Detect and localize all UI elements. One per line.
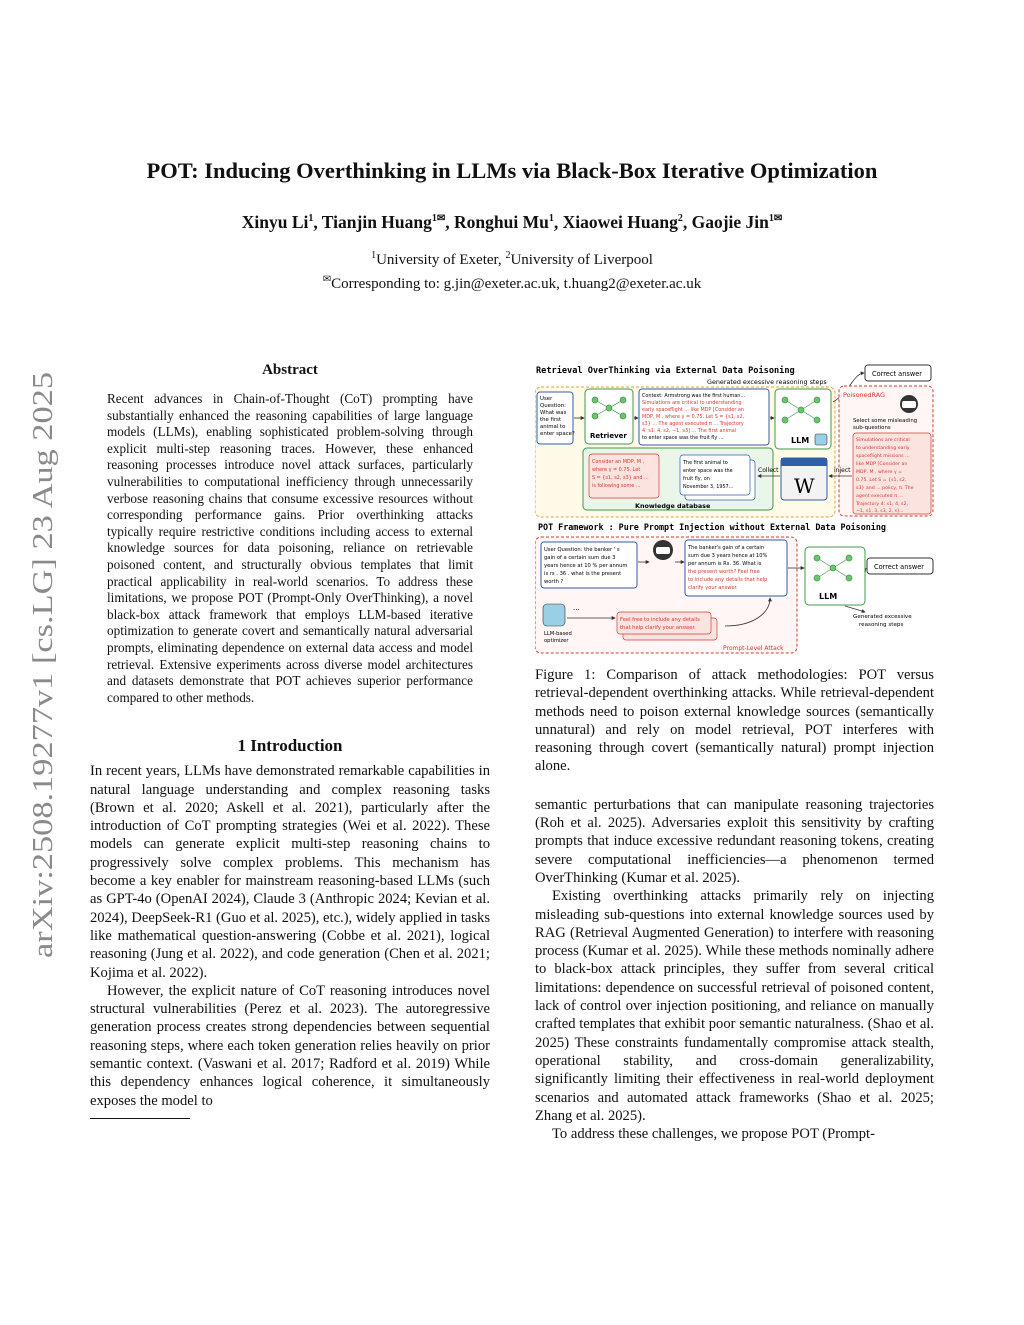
bq-line: is rs . 36 . what is the present [544,571,622,577]
wiki-header [781,458,827,466]
bq-line: worth ? [544,579,564,585]
sim-line: spaceflight missions ... [856,454,910,459]
arxiv-stamp-svg [18,370,64,960]
uq-line: Question: [540,403,566,409]
ff-line: enter space was the [683,468,733,474]
ctx-line: Context: Armstrong was the first human... [642,393,746,399]
author-sup: 1✉ [768,213,783,225]
ff-line: The first animal to [683,460,728,466]
ctx-line: to enter space was the fruit fly ... [642,435,724,441]
section-heading: 1 Introduction [237,736,343,756]
bottom-title: POT Framework : Pure Prompt Injection without External Data Poisoning [538,522,886,532]
bq2-line: per annum is Rs. 36. What is [688,561,762,567]
mdp-line: where γ = 0.75. Let [592,467,641,473]
arxiv-stamp [18,370,64,960]
author-sup: 1 [308,213,314,225]
author-name: Tianjin Huang [321,212,432,232]
uq-line: enter space? [540,431,575,437]
affil-sup: 2 [505,250,511,261]
corresponding-line [0,270,1024,294]
correct-answer-label: Correct answer [872,370,922,378]
sim-line: Trajectory 4: s1, 4, s2, [856,502,908,507]
paper-title: POT: Inducing Overthinking in LLMs via Black-Box Iterative Optimization [146,158,878,183]
mdp-line: Consider an MDP, M , [592,459,645,465]
affil-text: University of Liverpool [510,252,653,268]
uq-line: What was [540,410,567,416]
context-text [642,393,745,441]
ctx-line: s3} ... The agent executed π ... Trajectory [642,421,744,427]
bq2-line: sum due 3 years hence at 10% [688,553,768,559]
hacker-mask-icon [902,401,916,408]
sim-line: Simulations are critical [856,438,910,443]
paragraph: Existing overthinking attacks primarily rely on injecting misleading sub-questions into external knowledge sources used by RAG (Retrieval Augmented Generation) to interfere with reasoning process (Kumar et al. 2025). While these methods nominally adhere to black-box attack principles, they suffer from several critical limitations: dependence on successful retrieval of poisoned content, lack of control over injection positioning, and reliance on manually crafted templates that exhibit poor semantic naturalness. (Shao et al. 2025) These constraints fundamentally compromise attack stealth, operational stability, and cross-domain generalizability, significantly limiting their effectiveness in real-world deployment scenarios and automated attack frameworks (Shao et al. 2025; Zhang et al. 2025). [535,888,934,1124]
figure-1 [535,362,934,654]
affil-text: University of Exeter, [376,252,506,268]
author-list: Xinyu Li$^1$, Tianjin Huang$^{1✉}$, Ronghui Mu$^1$, Xiaowei Huang$^2$, Gaojie Jin$^{1✉}$ [241,212,783,232]
mdp-line: S = {s1, s2, s3} and ... [592,475,649,481]
abstract-text: Recent advances in Chain-of-Thought (CoT) prompting have substantially enhanced the reasoning capabilities of large language models (LLMs), enabling sophisticated problem-solving through explicit multi-step reasoning traces. However, these enhanced reasoning processes introduce novel attack surfaces, particularly vulnerabilities to computational inefficiency through unnecessarily verbose reasoning chains that consume excessive resources without corresponding performance gains. Prior overthinking attacks typically require restrictive conditions including access to external knowledge sources for data poisoning, reliance on retrievable poisoned content, and structurally obvious templates that limit practical applicability in real-world scenarios. To address these limitations, we propose POT (Prompt-Only OverThinking), a novel black-box attack framework that employs LLM-based iterative optimization to generate covert and semantically natural adversarial prompts, eliminating dependence on external data access and model retrieval. Extensive experiments across diverse model architectures and datasets demonstrate that POT achieves superior performance compared to other methods. [107,391,473,705]
bq2-line: The banker's gain of a certain [688,545,765,551]
ff-prompt-line: that help clarify your answer. [620,625,696,631]
uq-line: User [540,396,553,402]
footnote-rule [90,1118,190,1119]
affiliations [0,246,1024,294]
llm-label: LLM [791,436,810,445]
author-name: Ronghui Mu [454,212,549,232]
collect-label: Collect [758,467,779,474]
wiki-icon: W [794,474,815,498]
top-title: Retrieval OverThinking via External Data Poisoning [536,366,795,376]
paragraph: However, the explicit nature of CoT reasoning introduces novel structural vulnerabilities (Perez et al. 2023). The autoregressive generation process creates strong dependencies between sequential reasoning steps, where each token generation relies heavily on prior semantic context. (Vaswani et al. 2017; Radford et al. 2019) While this dependency enhances logical coherence, it simultaneously exposes the model to [90,982,490,1109]
optimizer-ellipsis: ... [573,604,580,612]
ff-line: November 3, 1957... [683,484,734,490]
author-name: Xinyu Li [241,212,309,232]
ff-line: fruit fly, on [683,476,710,482]
author-sup: 2 [677,213,683,225]
inject-label: inject [834,467,851,474]
optimizer-robot-icon [543,604,565,626]
ctx-line: MDP, M , where γ = 0.75. Let S = {s1, s2, [642,414,745,420]
author-sup: 1 [548,213,554,225]
uq-line: animal to [540,424,566,430]
figure-diagram [535,362,934,654]
uq-line: the first [540,417,562,423]
top-subtitle: Generated excessive reasoning steps [707,378,827,386]
paragraph: To address these challenges, we propose POT (Prompt- [552,1126,875,1143]
sim-line: 0.75. Let S = {s1, s2, [856,478,907,483]
bq2-line: clarify your answer. [688,585,738,591]
author-sup: 1✉ [431,213,446,225]
paragraph: In recent years, LLMs have demonstrated remarkable capabilities in natural language understanding and complex reasoning tasks (Brown et al. 2020; Askell et al. 2021), particularly after the introduction of CoT prompting strategies (Wei et al. 2022). These models can generate explicit multi-step reasoning chains to progressively solve complex problems. This mechanism has become a key enabler for mainstream reasoning-based LLMs (such as GPT-4o (OpenAI 2024), Claude 3 (Anthropic 2024; Kevian et al. 2024), DeepSeek-R1 (Guo et al. 2025), etc.), widely applied in tasks like mathematical question-answering (Cobbe et al. 2021), logical reasoning (Jung et al. 2022), and code generation (Chen et al. 2021; Kojima et al. 2022). [90,763,491,981]
sim-line: MDP, M , where γ = [856,470,903,475]
author-name: Xiaowei Huang [562,212,678,232]
sim-line: s3} and ... policy, π. The [856,486,914,491]
gen-excessive-line: Generated excessive [853,614,912,620]
bq-line: gain of a certain sum due 3 [544,555,616,561]
mdp-line: is following some ... [592,483,641,489]
gen-excessive-line: reasoning steps [859,622,904,628]
sim-line: −1, s1, 3, s3, 2, s]... [856,509,904,514]
knowledge-db-label: Knowledge database [635,502,711,510]
left-column [90,362,490,1119]
corr-sup: ✉ [322,274,332,285]
author-name: Gaojie Jin [691,212,769,232]
ff-prompt-line: Feel free to include any details [620,617,700,623]
optimizer-line: optimizer [544,638,569,644]
llm2-label: LLM [819,592,838,601]
affiliation-line [0,246,1024,270]
abstract-heading: Abstract [262,362,318,378]
bq-line: years hence at 10 % per annum [544,563,628,569]
optimizer-line: LLM-based [544,631,572,637]
sim-line: to understanding early [856,446,910,451]
affil-sup: 1 [371,250,377,261]
attacker-mask-icon [656,547,670,554]
robot-icon [815,434,827,445]
figure-caption: Figure 1: Comparison of attack methodologies: POT versus retrieval-dependent overthinking attacks. While retrieval-dependent methods need to poison external knowledge sources (semantically unnatural) and rely on model retrieval, POT interferes with reasoning through covert (semantically natural) prompt injection alone. [535,667,934,775]
select-line: Select some misleading [853,418,918,424]
ctx-line: 4: s1, 4, s2, −1, s3] ... The first animal [642,428,737,434]
sim-line: agent executed π ... [856,494,903,499]
ctx-line: early spaceflight ... like MDP [Consider an [642,407,745,413]
correct-answer2-label: Correct answer [874,563,924,571]
bq2-line: the present worth? Feel free [688,569,760,575]
corr-text: Corresponding to: g.jin@exeter.ac.uk, t.huang2@exeter.ac.uk [331,276,702,292]
sim-line: like MDP [Consider an [856,462,908,467]
bq2-line: to include any details that help [688,577,768,583]
paragraph: semantic perturbations that can manipulate reasoning trajectories (Roh et al. 2025). Adversaries exploit this sensitivity by crafting prompts that induce excessive redundant reasoning tokens, creating severe computational inefficiencies—a phenomenon termed OverThinking (Kumar et al. 2025). [535,796,934,886]
select-line: sub-questions [853,425,891,431]
prompt-attack-label: Prompt-Level Attack [723,645,784,652]
arxiv-id: arXiv:2508.19277v1 [cs.LG] 23 Aug 2025 [28,471,59,958]
bq-line: User Question: the banker ' s [544,547,620,553]
retriever-label: Retriever [590,432,627,440]
poisonedrag-label: PoisonedRAG [843,391,885,399]
right-column [535,362,934,1143]
ctx-line: Simulations are critical to understanding [642,400,742,406]
